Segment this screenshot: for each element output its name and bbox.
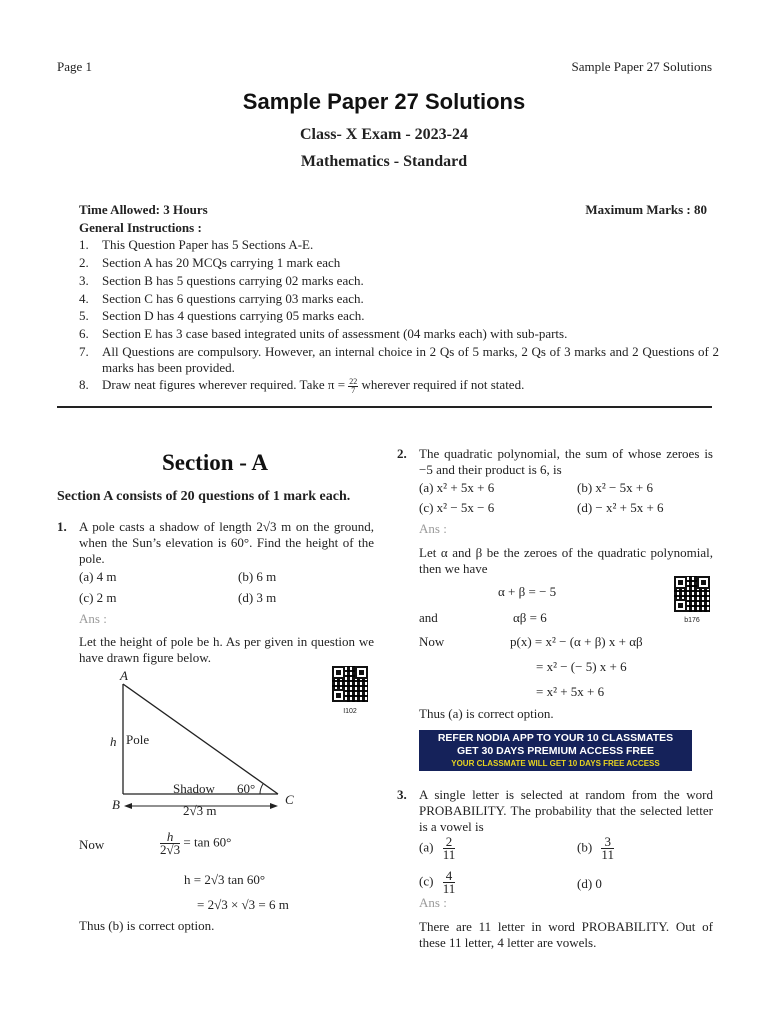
subject-line: Mathematics - Standard bbox=[300, 153, 468, 170]
fraction-denominator: 11 bbox=[442, 847, 456, 862]
fraction-denominator: 7 bbox=[351, 385, 356, 395]
qr-code-icon[interactable] bbox=[332, 666, 368, 702]
instruction-item bbox=[79, 273, 719, 289]
vertex-c-label: C bbox=[285, 792, 294, 807]
option-c: (c) x² − 5x − 6 bbox=[419, 500, 495, 515]
instruction-number: 4. bbox=[79, 291, 89, 306]
qr-eye bbox=[332, 666, 345, 679]
page-number: Page 1 bbox=[57, 59, 93, 74]
equation-polynomial-3: = x² + 5x + 6 bbox=[536, 684, 605, 699]
instruction-text: Section B has 5 questions carrying 02 marks each. bbox=[102, 273, 364, 288]
instruction-item bbox=[79, 344, 719, 376]
option-d: (d) 0 bbox=[577, 876, 602, 891]
section-heading: Section - A bbox=[161, 450, 269, 475]
qr-eye bbox=[355, 666, 368, 679]
answer-label: Ans : bbox=[79, 611, 107, 626]
fraction-denominator: 11 bbox=[601, 847, 614, 862]
instruction-item bbox=[79, 377, 719, 395]
shadow-label: Shadow bbox=[173, 781, 215, 796]
instruction-text: All Questions are compulsory. However, an internal choice in 2 Qs of 5 marks, 2 Qs of 3 marks and 2 Questions of 2 marks has been provided. bbox=[102, 344, 719, 375]
option-b: (b) 6 m bbox=[238, 569, 277, 584]
question-number: 2. bbox=[397, 446, 407, 461]
fraction-denominator: 2√3 bbox=[160, 842, 181, 857]
option-d: (d) − x² + 5x + 6 bbox=[577, 500, 664, 515]
question-text: A pole casts a shadow of length 2√3 m on the ground, when the Sun’s elevation is 60°. Find the height of the pole. bbox=[79, 519, 374, 566]
qr-eye bbox=[332, 689, 345, 702]
question-text: A single letter is selected at random from the word PROBABILITY. The probability that the selected letter is a vowel is bbox=[419, 787, 713, 834]
equation-rhs: = tan 60° bbox=[183, 834, 232, 850]
option-a: (a) x² + 5x + 6 bbox=[419, 480, 495, 495]
equation-tan bbox=[160, 831, 231, 856]
fraction-numerator: 2 bbox=[443, 836, 456, 849]
equation-polynomial-2: = x² − (− 5) x + 6 bbox=[536, 659, 627, 674]
height-label: h bbox=[110, 734, 117, 749]
option-c: (c) 2 m bbox=[79, 590, 117, 605]
fraction-numerator: 22 bbox=[349, 376, 358, 386]
instruction-item bbox=[79, 291, 719, 307]
fraction-numerator: h bbox=[160, 831, 180, 844]
height-over-base-fraction bbox=[160, 831, 180, 856]
banner-line-1: REFER NODIA APP TO YOUR 10 CLASSMATES bbox=[437, 732, 674, 744]
class-line: Class- X Exam - 2023-24 bbox=[300, 126, 468, 143]
solution-text: Let the height of pole be h. As per given in question we have drawn figure below. bbox=[79, 634, 374, 665]
pi-fraction bbox=[348, 378, 358, 395]
angle-label: 60° bbox=[237, 781, 256, 796]
answer-label: Ans : bbox=[419, 521, 447, 536]
qr-eye bbox=[674, 576, 687, 589]
arrow-left-icon bbox=[124, 803, 132, 809]
option-fraction bbox=[443, 836, 456, 861]
qr-code-icon[interactable] bbox=[674, 576, 710, 612]
solution-text: There are 11 letter in word PROBABILITY. Out of these 11 letter, 4 letter are vowels. bbox=[419, 919, 713, 950]
conclusion-text: Thus (a) is correct option. bbox=[419, 706, 554, 721]
option-b: (b) x² − 5x + 6 bbox=[577, 480, 653, 495]
arrow-right-icon bbox=[270, 803, 278, 809]
instruction-item bbox=[79, 308, 719, 324]
option-b bbox=[577, 836, 614, 861]
instruction-item bbox=[79, 326, 719, 342]
running-title: Sample Paper 27 Solutions bbox=[571, 59, 712, 74]
option-label: (a) bbox=[419, 839, 434, 855]
instruction-text bbox=[102, 377, 719, 395]
equation-sum: α + β = − 5 bbox=[498, 584, 557, 599]
instruction-number: 2. bbox=[79, 255, 89, 270]
now-label: Now bbox=[419, 634, 445, 649]
option-c bbox=[419, 870, 455, 895]
option-fraction bbox=[443, 870, 456, 895]
max-marks: Maximum Marks : 80 bbox=[585, 202, 707, 217]
instruction-number: 8. bbox=[79, 377, 89, 392]
question-text: The quadratic polynomial, the sum of whose zeroes is −5 and their product is 6, is bbox=[419, 446, 713, 477]
qr-code-label: I102 bbox=[343, 708, 357, 715]
pole-label: Pole bbox=[126, 732, 150, 747]
header-divider bbox=[57, 406, 712, 408]
banner-line-3: YOUR CLASSMATE WILL GET 10 DAYS FREE ACCESS bbox=[451, 759, 660, 768]
conclusion-text: Thus (b) is correct option. bbox=[79, 918, 215, 933]
option-label: (b) bbox=[577, 839, 593, 855]
fraction-numerator: 3 bbox=[601, 836, 614, 849]
instruction-text-before: Draw neat figures wherever required. Take π = bbox=[102, 377, 346, 392]
instruction-text: Section E has 3 case based integrated units of assessment (04 marks each) with sub-parts. bbox=[102, 326, 568, 341]
equation-product: αβ = 6 bbox=[513, 610, 547, 625]
section-subheading: Section A consists of 20 questions of 1 mark each. bbox=[57, 489, 351, 504]
option-d: (d) 3 m bbox=[238, 590, 277, 605]
option-a: (a) 4 m bbox=[79, 569, 117, 584]
question-number: 1. bbox=[57, 519, 67, 534]
instruction-number: 1. bbox=[79, 237, 89, 252]
fraction-denominator: 11 bbox=[442, 881, 456, 896]
option-label: (c) bbox=[419, 873, 434, 889]
general-instructions-heading: General Instructions : bbox=[79, 220, 202, 235]
instruction-text: This Question Paper has 5 Sections A-E. bbox=[102, 237, 314, 252]
option-a bbox=[419, 836, 455, 861]
instruction-item bbox=[79, 237, 719, 253]
instruction-text: Section C has 6 questions carrying 03 marks each. bbox=[102, 291, 364, 306]
instruction-number: 3. bbox=[79, 273, 89, 288]
instruction-number: 6. bbox=[79, 326, 89, 341]
instruction-number: 7. bbox=[79, 344, 89, 359]
base-length-label: 2√3 m bbox=[183, 803, 217, 818]
equation-height: h = 2√3 tan 60° bbox=[184, 872, 266, 887]
instruction-item bbox=[79, 255, 719, 271]
time-allowed: Time Allowed: 3 Hours bbox=[79, 202, 208, 217]
fraction-numerator: 4 bbox=[443, 870, 456, 883]
instruction-text: Section D has 4 questions carrying 05 marks each. bbox=[102, 308, 365, 323]
vertex-b-label: B bbox=[112, 797, 120, 812]
now-label: Now bbox=[79, 837, 105, 852]
qr-eye bbox=[697, 576, 710, 589]
solution-text: Let α and β be the zeroes of the quadratic polynomial, then we have bbox=[419, 545, 713, 576]
instruction-text: Section A has 20 MCQs carrying 1 mark each bbox=[102, 255, 341, 270]
qr-code-label: b176 bbox=[684, 617, 700, 624]
vertex-a-label: A bbox=[120, 668, 128, 683]
instruction-text-after: wherever required if not stated. bbox=[361, 377, 525, 392]
banner-line-2: GET 30 DAYS PREMIUM ACCESS FREE bbox=[456, 745, 654, 757]
and-label: and bbox=[419, 610, 438, 625]
angle-arc bbox=[260, 784, 263, 794]
equation-result: = 2√3 × √3 = 6 m bbox=[197, 897, 289, 912]
answer-label: Ans : bbox=[419, 895, 447, 910]
paper-title: Sample Paper 27 Solutions bbox=[242, 89, 526, 114]
qr-eye bbox=[674, 599, 687, 612]
question-number: 3. bbox=[397, 787, 407, 802]
option-fraction bbox=[601, 836, 614, 861]
equation-polynomial-1: p(x) = x² − (α + β) x + αβ bbox=[510, 634, 643, 649]
instruction-number: 5. bbox=[79, 308, 89, 323]
referral-banner[interactable] bbox=[419, 730, 692, 771]
